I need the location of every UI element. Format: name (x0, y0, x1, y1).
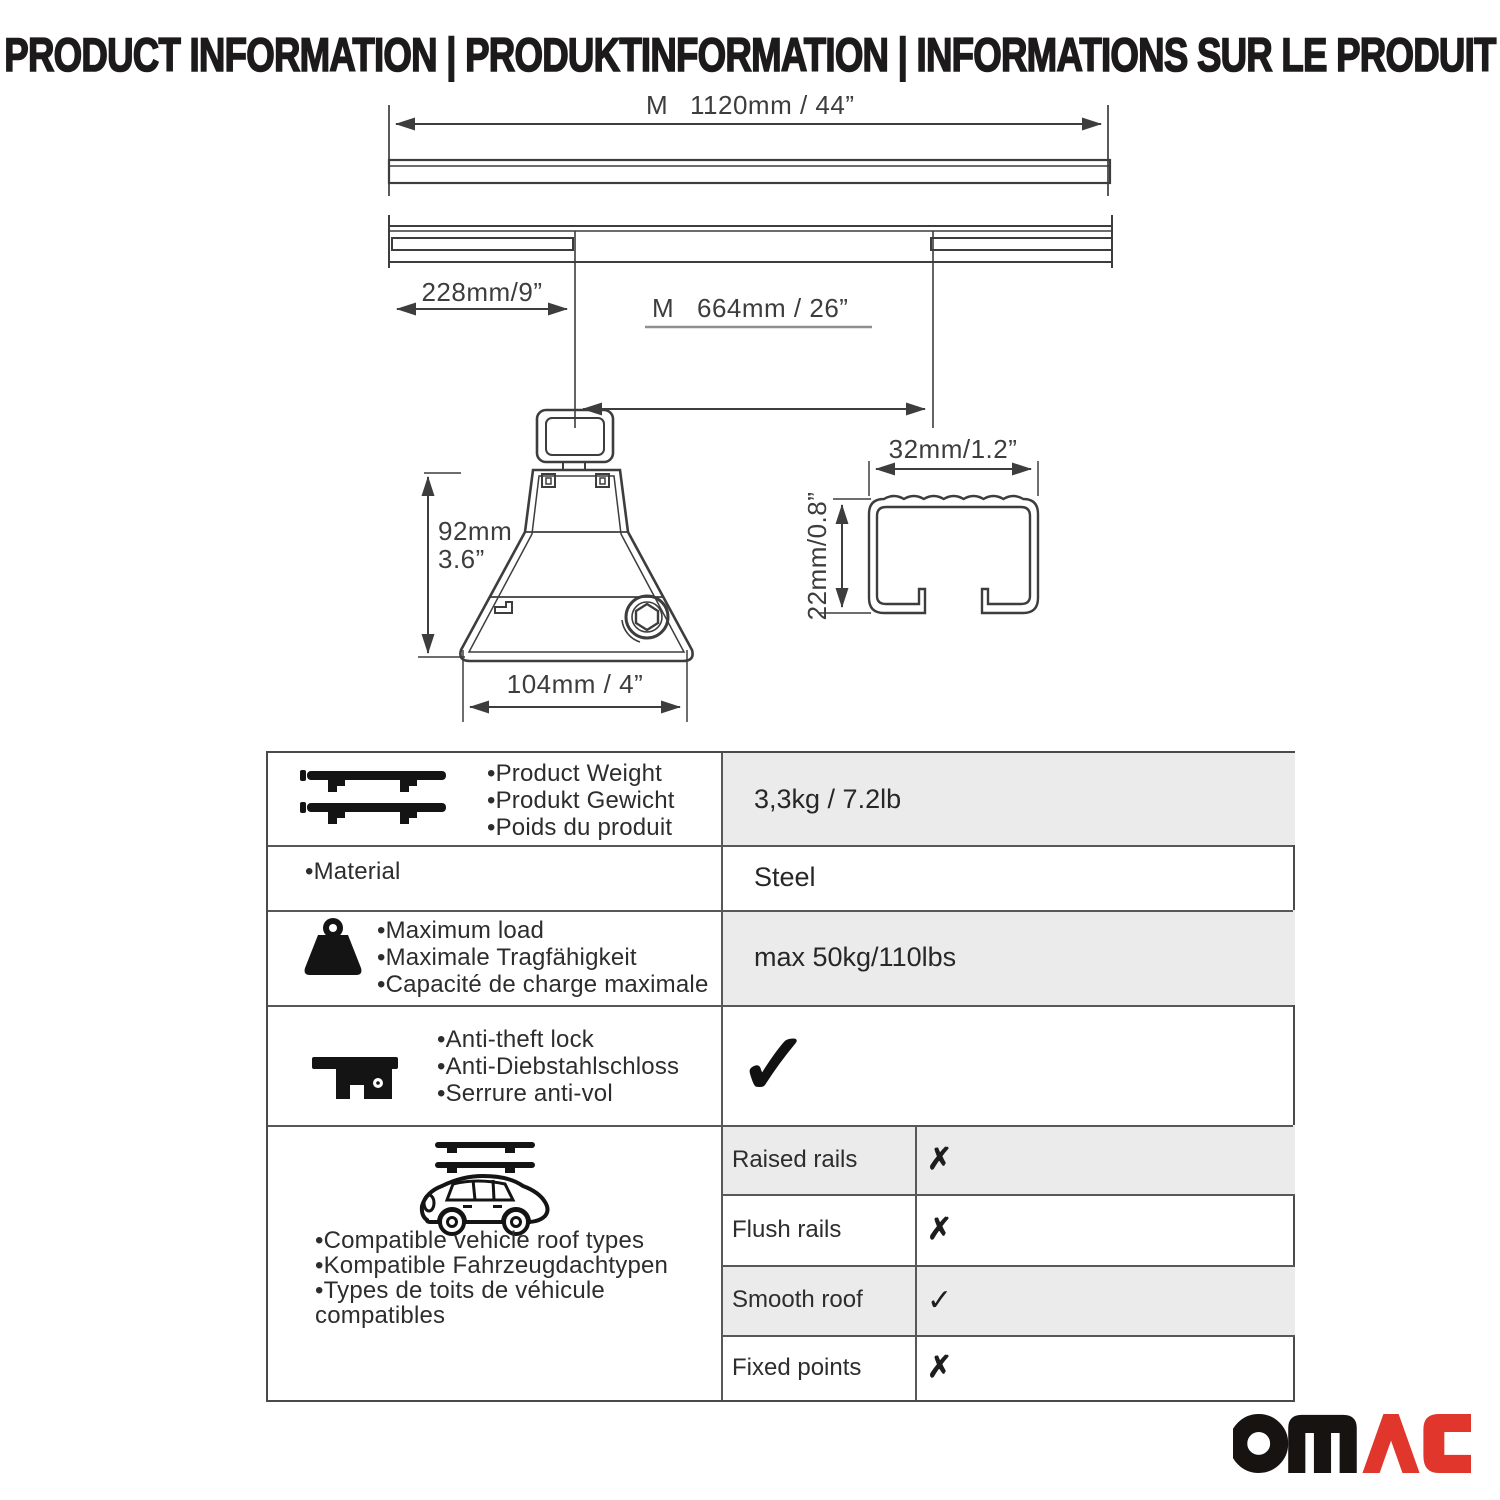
sub-mark-fixed-points: ✗ (927, 1351, 953, 1384)
technical-drawings (0, 80, 1500, 740)
spec-table (266, 751, 1295, 1402)
row-material-labels (305, 833, 401, 909)
page-title-text: PRODUCT INFORMATION | PRODUKTINFORMATION | INFORMATIONS SUR LE PRODUIT (4, 27, 1496, 81)
dim-label-3-6in: 3.6” (438, 544, 485, 574)
label-product-weight-en: •Product Weight (487, 760, 663, 787)
row-rooftypes-labels (315, 1228, 668, 1328)
label-max-load-en: •Maximum load (377, 917, 545, 944)
label-max-load-de: •Maximale Tragfähigkeit (377, 944, 637, 971)
omac-logo-black (1238, 1415, 1357, 1473)
row-weight-labels (487, 760, 675, 841)
bar-profile-section (819, 461, 1038, 613)
roof-rack-icon (300, 767, 450, 833)
label-product-weight-de: •Produkt Gewicht (487, 787, 675, 814)
sub-mark-raised-rails: ✗ (927, 1143, 953, 1176)
rubber-pad-left (392, 238, 573, 250)
label-roof-types-fr-1: •Types de toits de véhicule (315, 1277, 605, 1304)
value-product-weight: 3,3kg / 7.2lb (754, 783, 902, 814)
dim-label-32: 32mm/1.2” (888, 434, 1018, 464)
omac-logo-red (1362, 1414, 1471, 1473)
rubber-pad-right (931, 238, 1112, 250)
dim-label-22: 22mm/0.8” (802, 491, 832, 621)
sub-mark-flush-rails: ✗ (927, 1213, 953, 1246)
label-roof-types-fr-2: compatibles (315, 1302, 446, 1329)
dim-label-104: 104mm / 4” (506, 669, 644, 699)
label-anti-theft-de: •Anti-Diebstahlschloss (437, 1053, 680, 1080)
sub-label-raised-rails: Raised rails (732, 1145, 858, 1173)
dim-label-m1: M (646, 90, 669, 120)
dim-label-228: 228mm/9” (421, 277, 543, 307)
label-max-load-fr: •Capacité de charge maximale (377, 971, 709, 998)
dim-label-664: 664mm / 26” (697, 293, 849, 323)
value-anti-theft-check: ✓ (738, 1017, 811, 1113)
dim-label-m2: M (652, 293, 675, 323)
label-product-weight-fr: •Poids du produit (487, 814, 673, 841)
sub-label-flush-rails: Flush rails (732, 1215, 842, 1243)
value-material: Steel (754, 862, 816, 892)
value-max-load: max 50kg/110lbs (754, 942, 957, 972)
label-material: •Material (305, 857, 401, 885)
dim-label-92mm: 92mm (438, 516, 513, 546)
page-title (0, 27, 1500, 81)
label-roof-types-de: •Kompatible Fahrzeugdachtypen (315, 1252, 669, 1279)
lock-icon (312, 1057, 398, 1107)
dim-label-1120: 1120mm / 44” (690, 90, 855, 120)
column-divider (721, 753, 723, 1400)
weight-icon (299, 918, 367, 976)
row-maxload-labels (377, 917, 709, 998)
omac-logo (1233, 1412, 1471, 1473)
label-roof-types-en: •Compatible vehicle roof types (315, 1227, 645, 1254)
sub-column-divider (915, 1125, 917, 1400)
label-anti-theft-fr: •Serrure anti-vol (437, 1080, 613, 1107)
row-antitheft-labels (437, 1026, 679, 1107)
sub-mark-smooth-roof: ✓ (927, 1283, 953, 1317)
sub-label-fixed-points: Fixed points (732, 1353, 862, 1381)
label-anti-theft-en: •Anti-theft lock (437, 1026, 594, 1053)
sub-label-smooth-roof: Smooth roof (732, 1286, 863, 1313)
